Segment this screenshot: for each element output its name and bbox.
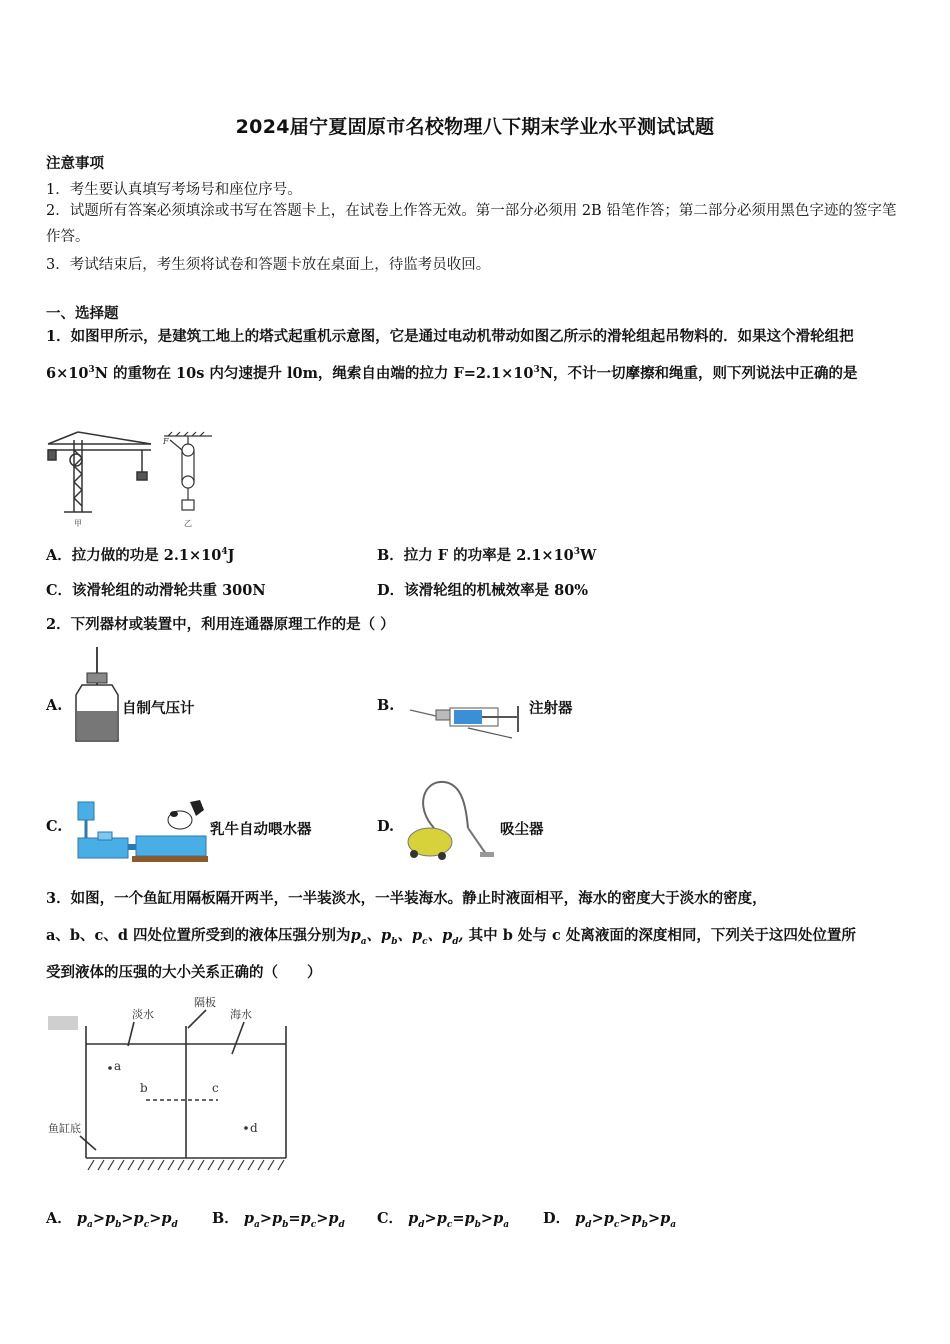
point-a-label: a	[114, 1059, 122, 1073]
q1-option-b	[377, 544, 596, 565]
point-d-label: d	[250, 1121, 258, 1135]
q2-option-c-letter: C.	[46, 818, 63, 835]
q3-option-c-relation: $p_d>p_c=p_b>p_a$	[408, 1210, 510, 1230]
q3-pressure-symbols: $p_a$、$p_b$、$p_c$、$p_d$,	[350, 927, 464, 947]
pulley-label: 乙	[184, 519, 192, 528]
q2-option-d-label: 吸尘器	[500, 821, 544, 838]
q3-option-a-letter: A．	[46, 1210, 72, 1227]
q2-option-a-letter: A.	[46, 697, 63, 714]
fish-tank-figure	[46, 996, 292, 1174]
q3-stem-line1: 3．如图，一个鱼缸用隔板隔开两半，一半装淡水，一半装海水。静止时液面相平，海水的密度大于淡水的密度，	[46, 890, 767, 907]
q3-option-d-relation: $p_d>p_c>p_b>p_a$	[575, 1210, 677, 1230]
q3-option-a-relation: $p_a>p_b>p_c>p_d$	[76, 1210, 178, 1230]
q3-option-a	[46, 1207, 178, 1228]
point-c-label: c	[212, 1081, 219, 1095]
q1-option-b-text: B．拉力 F 的功率是 2.1×10	[377, 547, 574, 564]
fresh-water-label: 淡水	[132, 1008, 154, 1021]
q1-exp-2: 3	[533, 365, 540, 376]
syringe-image	[410, 698, 522, 746]
q3-option-d-letter: D．	[543, 1210, 571, 1227]
question-2-stem: 2．下列器材或装置中，利用连通器原理工作的是（ ）	[46, 616, 395, 633]
q2-option-a-label: 自制气压计	[122, 700, 195, 717]
q2-option-c-label: 乳牛自动喂水器	[210, 821, 312, 838]
q3-stem-line3: 受到液体的压强的大小关系正确的（ ）	[46, 964, 322, 981]
q2-option-b-label: 注射器	[529, 700, 573, 717]
q1-option-b-unit: W	[580, 547, 597, 564]
tank-bottom-label: 鱼缸底	[48, 1122, 81, 1135]
notice-item-2: 2．试题所有答案必须填涂或书写在答题卡上，在试卷上作答无效。第一部分必须用 2B 铅笔作答；第二部分必须用黑色字迹的签字笔作答。	[46, 203, 897, 245]
barometer-image	[72, 645, 122, 745]
q3-option-d	[543, 1207, 676, 1228]
page-title: 2024届宁夏固原市名校物理八下期末学业水平测试试题	[235, 116, 715, 138]
question-3-stem	[46, 880, 906, 991]
notice-heading: 注意事项	[46, 155, 104, 172]
q3-stem-line2-start: a、b、c、d 四处位置所受到的液体压强分别为	[46, 927, 351, 944]
q1-option-d: D．该滑轮组的机械效率是 80%	[377, 582, 589, 599]
q3-option-b-letter: B．	[212, 1210, 239, 1227]
q2-option-d-letter: D.	[377, 818, 395, 835]
q1-text-part2: N 的重物在 10s 内匀速提升 l0m，绳索自由端的拉力 F=2.1×10	[94, 365, 534, 382]
q3-option-b	[212, 1207, 345, 1228]
q3-option-c	[377, 1207, 509, 1228]
q1-option-c: C．该滑轮组的动滑轮共重 300N	[46, 582, 266, 599]
crane-label: 甲	[74, 519, 82, 528]
crane-figure	[46, 430, 156, 530]
q3-option-b-relation: $p_a>p_b=p_c>p_d$	[243, 1210, 345, 1230]
q1-option-a-exp: 4	[221, 547, 228, 558]
q3-stem-line2-end: 其中 b 处与 c 处离液面的深度相同，下列关于这四处位置所	[468, 927, 856, 944]
divider-label: 隔板	[194, 996, 216, 1009]
q1-option-b-exp: 3	[573, 547, 581, 558]
notice-item-1: 1．考生要认真填写考场号和座位序号。	[46, 182, 302, 198]
q1-exp-1: 3	[88, 365, 95, 376]
cow-feeder-image	[76, 796, 208, 864]
sea-water-label: 海水	[230, 1008, 252, 1021]
force-label: F	[163, 437, 169, 446]
question-1-stem	[46, 318, 906, 392]
section-heading: 一、选择题	[46, 305, 119, 322]
q1-option-a	[46, 544, 235, 565]
q1-option-a-text: A．拉力做的功是 2.1×10	[46, 547, 222, 564]
q3-option-c-letter: C．	[377, 1210, 404, 1227]
q1-text-part3: N，不计一切摩擦和绳重，则下列说法中正确的是	[539, 365, 858, 382]
pulley-figure	[160, 432, 215, 530]
q1-text-part1: 1．如图甲所示，是建筑工地上的塔式起重机示意图，它是通过电动机带动如图乙所示的滑轮组起吊物料的．如果这个滑轮组把 6×10	[46, 328, 854, 382]
q2-option-b-letter: B.	[377, 697, 395, 714]
q3-stem-line2	[46, 917, 906, 954]
vacuum-cleaner-image	[404, 776, 496, 862]
point-b-label: b	[140, 1081, 148, 1095]
notice-item-3: 3．考试结束后，考生须将试卷和答题卡放在桌面上，待监考员收回。	[46, 257, 491, 273]
q1-option-a-unit: J	[227, 547, 235, 564]
